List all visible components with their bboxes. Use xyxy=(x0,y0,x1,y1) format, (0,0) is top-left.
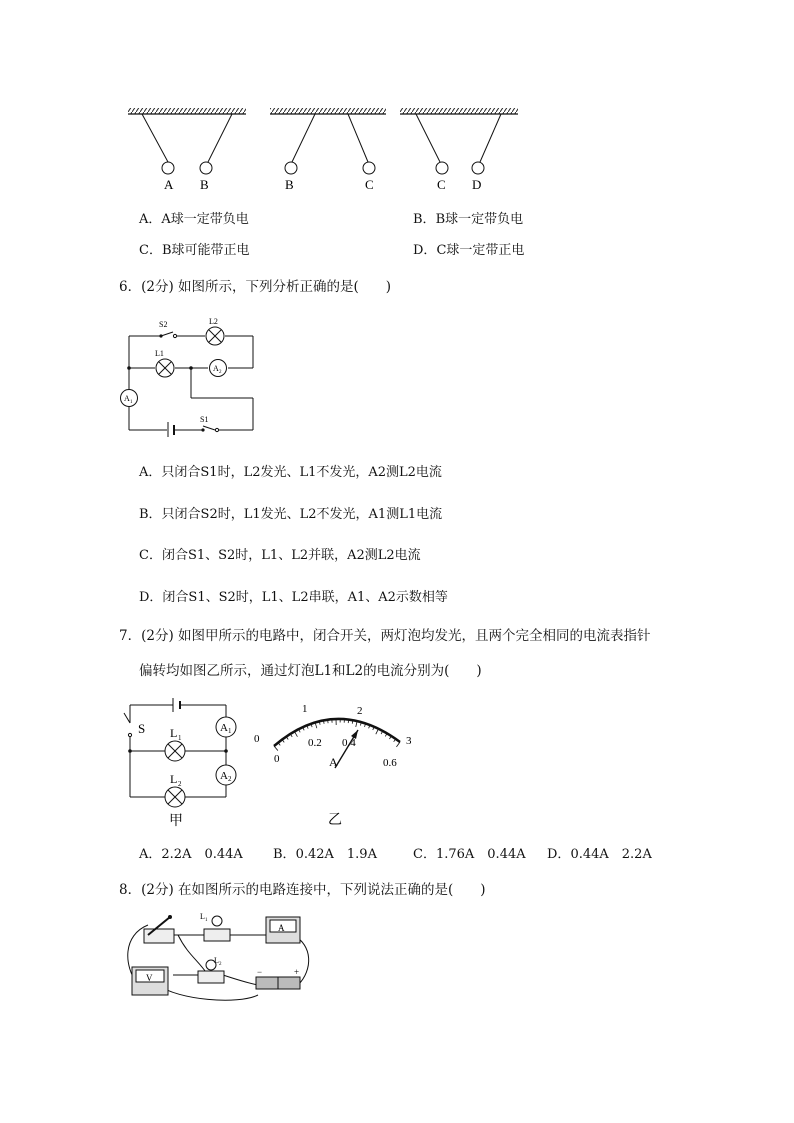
option-text: D．闭合S1、S2时，L1、L2串联，A1、A2示数相等 xyxy=(139,590,448,605)
svg-text:1: 1 xyxy=(178,734,182,742)
option-letter: B． xyxy=(413,212,436,227)
meter-tick xyxy=(396,742,400,747)
svg-text:A: A xyxy=(220,722,228,734)
q7-stem-line2: 偏转均如图乙所示，通过灯泡L1和L2的电流分别为( ) xyxy=(139,663,482,679)
q6-option-b xyxy=(139,503,442,522)
q5-pendulum-figure xyxy=(120,100,530,200)
figure-yi-label: 乙 xyxy=(328,813,342,828)
q6-option-c xyxy=(139,544,421,563)
switch-s-label: S xyxy=(138,721,146,736)
svg-text:1: 1 xyxy=(130,400,133,405)
inner-scale-label: 0.2 xyxy=(308,737,322,749)
voltmeter-v-label: V xyxy=(146,973,153,983)
q5-option-d xyxy=(413,239,524,258)
q6-circuit-figure xyxy=(115,312,265,437)
option-text: 2.2A 0.44A xyxy=(161,847,243,862)
option-text: B球一定带负电 xyxy=(435,212,524,227)
ball-label: B xyxy=(285,177,294,192)
svg-text:2: 2 xyxy=(178,780,182,788)
svg-text:A: A xyxy=(220,770,228,782)
option-letter: A． xyxy=(139,847,162,862)
svg-text:A: A xyxy=(124,394,130,403)
option-text: 0.44A 2.2A xyxy=(570,847,652,862)
q5-option-c xyxy=(139,239,250,258)
option-text: 1.76A 0.44A xyxy=(435,847,526,862)
option-text: 0.42A 1.9A xyxy=(295,847,377,862)
svg-text:2: 2 xyxy=(228,775,232,783)
ball-label: C xyxy=(437,177,446,192)
q8-physical-circuit xyxy=(118,905,318,1015)
ball-label: C xyxy=(365,177,374,192)
figure-jia-label: 甲 xyxy=(169,814,183,829)
l1-label: L xyxy=(170,726,178,740)
l1-label: L1 xyxy=(155,349,164,358)
q7-option-a xyxy=(139,843,243,862)
q7-circuit-jia xyxy=(118,693,248,831)
meter-tick xyxy=(274,746,278,751)
option-letter: D． xyxy=(413,243,437,258)
l2-label: L2 xyxy=(209,317,218,326)
meter-a-label: A xyxy=(329,755,338,769)
option-text: A球一定带负电 xyxy=(161,212,249,227)
outer-scale-label: 0 xyxy=(254,733,260,745)
inner-scale-label: 0.6 xyxy=(383,757,397,769)
outer-scale-label: 1 xyxy=(302,703,308,715)
option-letter: B． xyxy=(273,847,296,862)
q6-option-a xyxy=(139,461,442,480)
q8-l1-label: L xyxy=(200,912,205,921)
inner-scale-label: 0.4 xyxy=(342,737,356,749)
s2-label: S2 xyxy=(159,320,168,329)
battery-plus-label: + xyxy=(294,967,300,977)
q7-stem-line1: 7．(2分) 如图甲所示的电路中，闭合开关，两灯泡均发光，且两个完全相同的电流表指针 xyxy=(119,628,651,644)
ammeter-a-label: A xyxy=(278,923,285,933)
outer-scale-label: 2 xyxy=(357,705,363,717)
ball-label: B xyxy=(200,177,209,192)
s1-label: S1 xyxy=(200,415,209,424)
svg-text:2: 2 xyxy=(219,370,222,375)
battery-minus-label: − xyxy=(257,967,263,977)
option-text: B．只闭合S2时，L1发光、L2不发光，A1测L1电流 xyxy=(139,507,443,522)
q7-ammeter-yi xyxy=(250,700,420,830)
svg-text:2: 2 xyxy=(219,962,222,967)
inner-scale-label: 0 xyxy=(274,753,280,765)
svg-text:1: 1 xyxy=(205,918,208,923)
q6-option-d xyxy=(139,586,448,605)
svg-text:1: 1 xyxy=(228,727,232,735)
q7-option-d xyxy=(547,843,652,862)
q7-option-b xyxy=(273,843,377,862)
option-letter: D． xyxy=(547,847,571,862)
l2-label: L xyxy=(170,772,178,786)
option-text: C球一定带正电 xyxy=(436,243,525,258)
ball-label: D xyxy=(472,177,482,192)
option-text: A．只闭合S1时，L2发光、L1不发光，A2测L2电流 xyxy=(139,465,442,480)
option-text: C．闭合S1、S2时，L1、L2并联，A2测L2电流 xyxy=(139,548,421,563)
outer-scale-label: 3 xyxy=(406,735,412,747)
q7-option-c xyxy=(413,843,526,862)
q6-stem: 6．(2分) 如图所示，下列分析正确的是( ) xyxy=(119,279,392,295)
option-letter: C． xyxy=(139,243,162,258)
q5-option-a xyxy=(139,208,249,227)
q8-l2-label: L xyxy=(214,956,219,965)
option-letter: A． xyxy=(139,212,162,227)
q8-stem: 8．(2分) 在如图所示的电路连接中，下列说法正确的是( ) xyxy=(119,882,486,898)
option-text: B球可能带正电 xyxy=(161,243,250,258)
ball-label: A xyxy=(164,177,174,192)
q5-option-b xyxy=(413,208,523,227)
option-letter: C． xyxy=(413,847,436,862)
svg-text:A: A xyxy=(213,364,219,373)
